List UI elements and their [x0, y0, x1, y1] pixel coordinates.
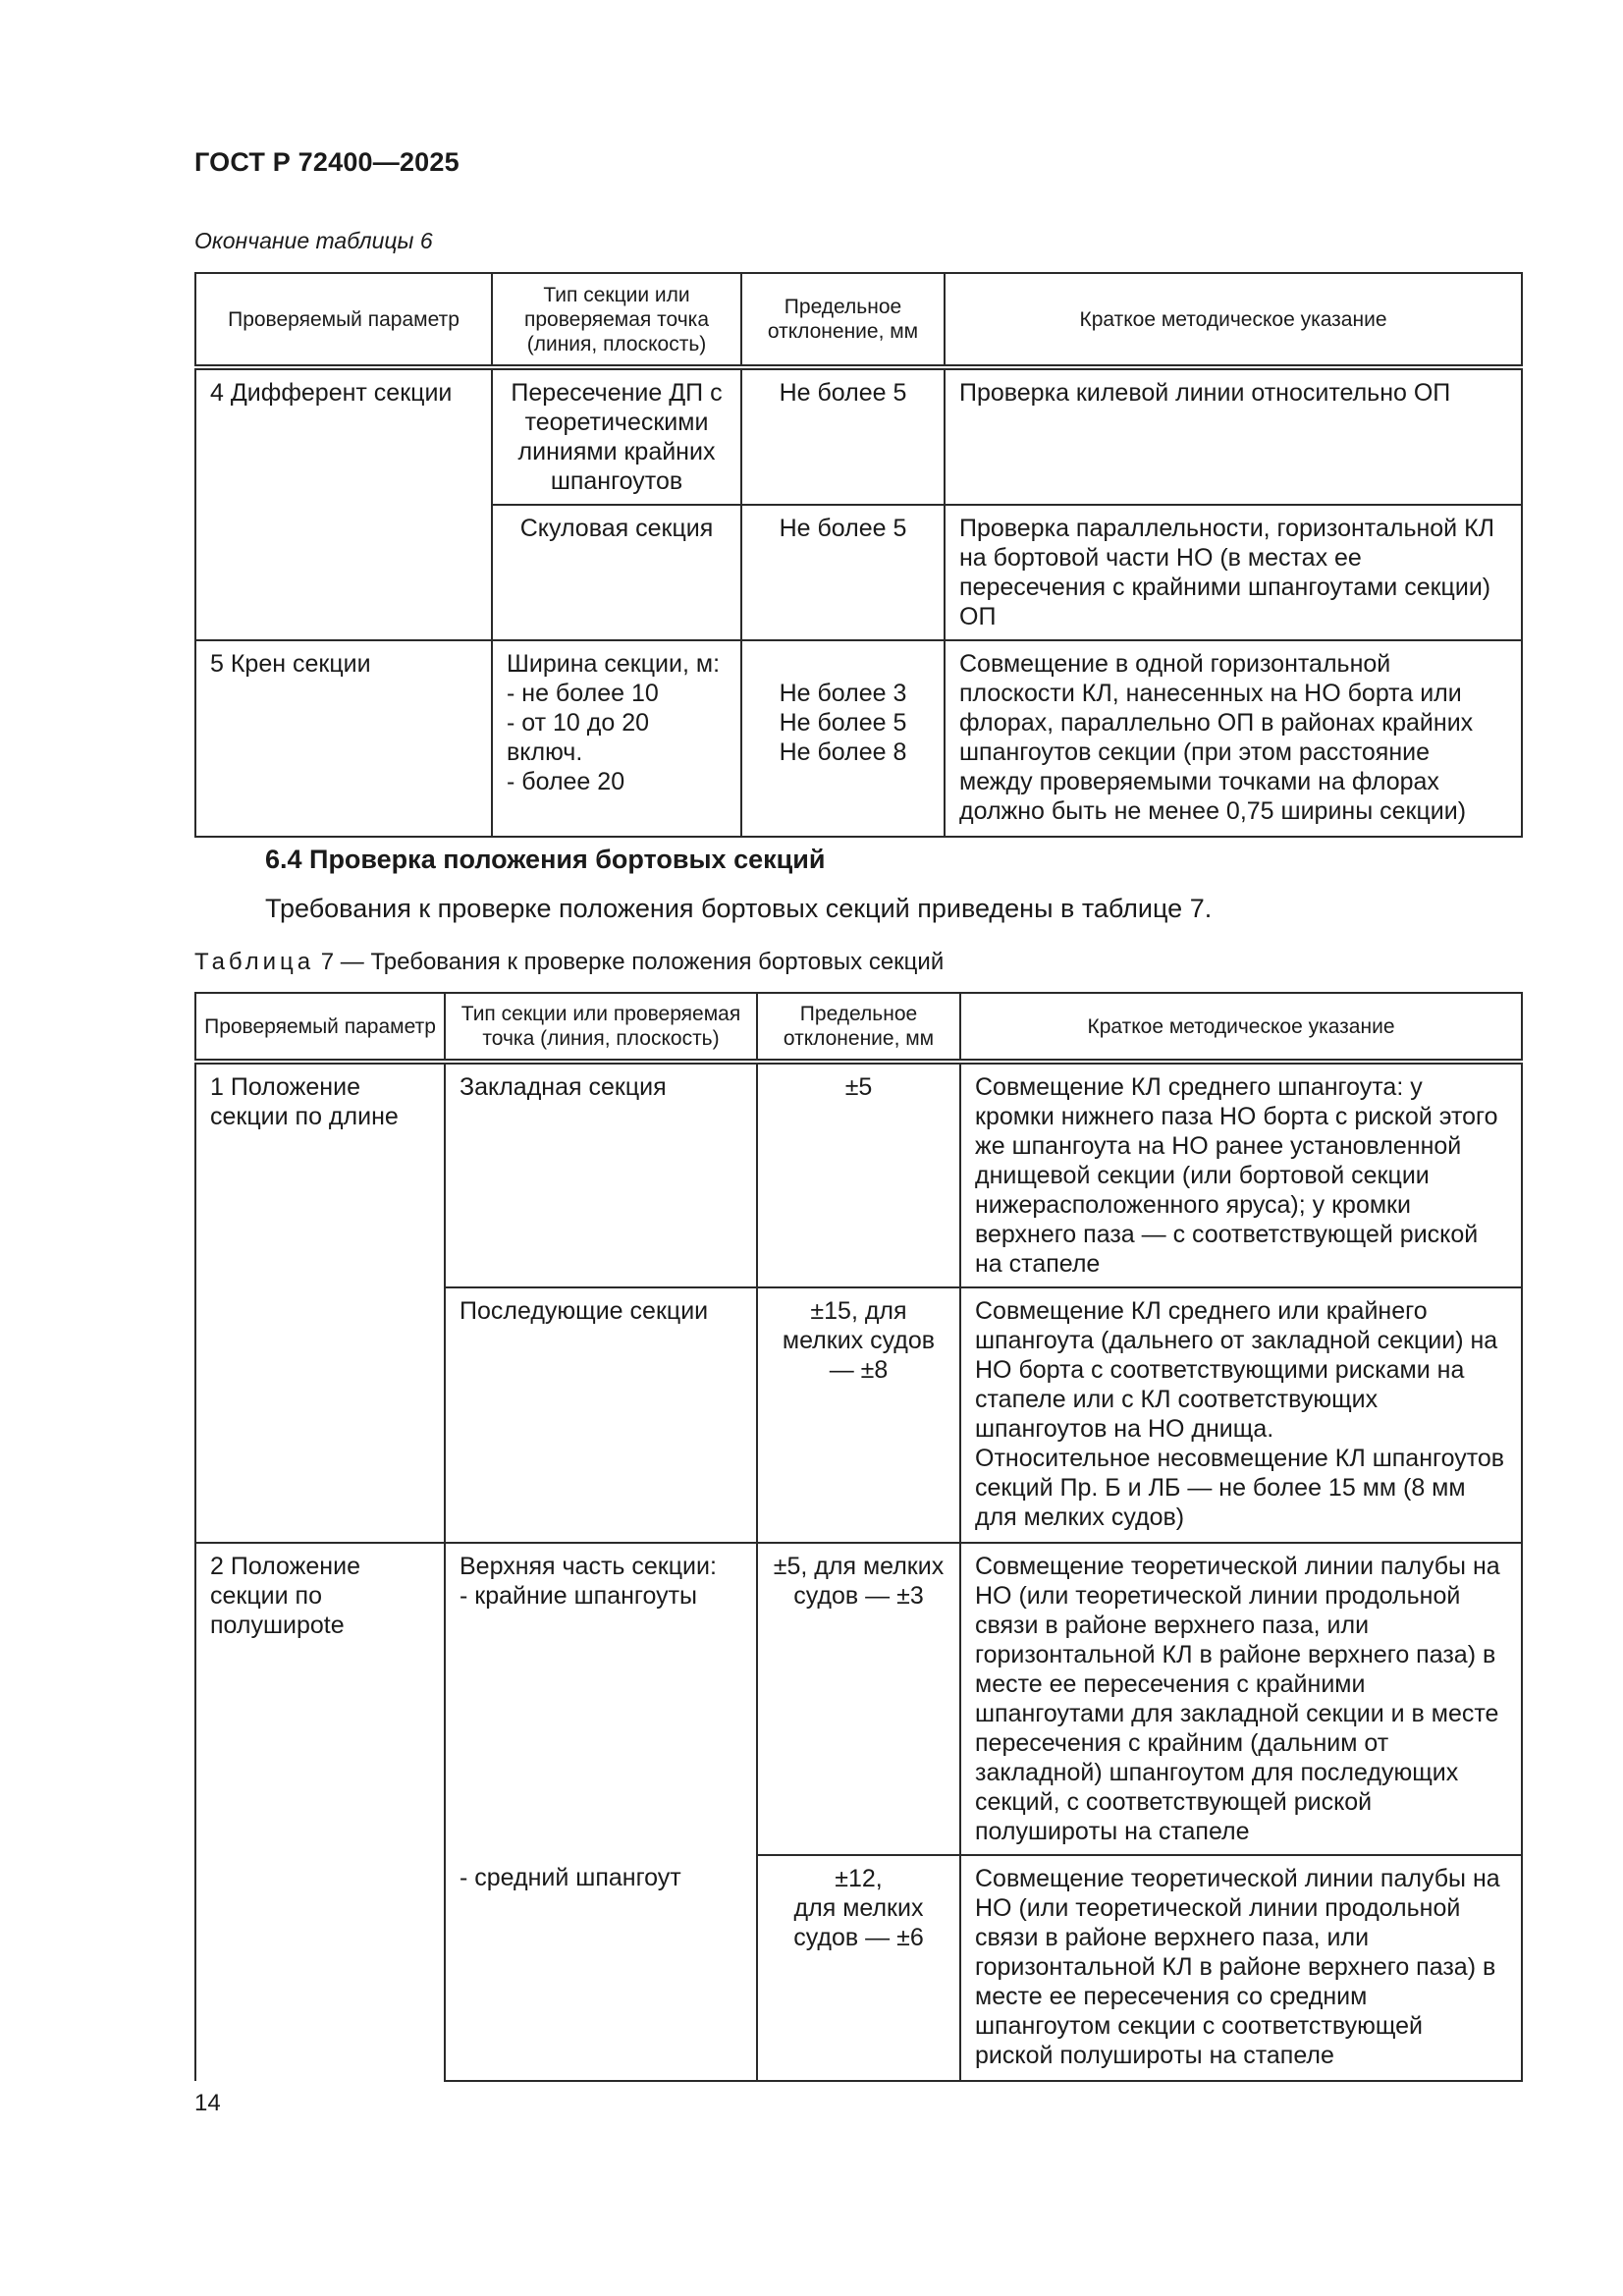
section-paragraph: Требования к проверке положения бортовых секций приведены в таблице 7.	[265, 894, 1213, 923]
cell-param: 1 Положение секции по длине	[195, 1062, 445, 1543]
table-row	[195, 1543, 1522, 1855]
cell-method: Проверка килевой линии относительно ОП	[945, 367, 1522, 505]
cell-deviation: Не более 3 Не более 5 Не более 8	[741, 640, 945, 837]
table6-continuation-caption: Окончание таблицы 6	[194, 228, 433, 253]
cell-deviation: ±5, для мелких судов — ±3	[757, 1543, 960, 1855]
table7-caption-word: Таблица	[194, 949, 315, 975]
cell-deviation: ±15, для мелких судов — ±8	[757, 1287, 960, 1543]
column-header-param: Проверяемый параметр	[195, 273, 492, 367]
cell-method: Совмещение теоретической линии палубы на НО (или теоретической линии продольной связи в районе верхнего паза, или горизонтальной КЛ в районе верхнего паза) в месте ее пересечения с крайними шпангоутами для закладной секции и в месте пересечения с крайним (дальним от закладной) шпангоутом для последующих секций, с соответствующей риской полуширoты на стапеле	[960, 1543, 1522, 1855]
cell-param: 5 Крен секции	[195, 640, 492, 837]
table-row	[195, 367, 1522, 505]
table-row	[195, 1062, 1522, 1287]
page-number: 14	[194, 2090, 221, 2116]
column-header-method: Краткое методическое указание	[945, 273, 1522, 367]
table7-caption-text: 7 — Требования к проверке положения бортовых секций	[314, 949, 945, 975]
table7-caption	[194, 949, 944, 976]
cell-deviation: ±12, для мелких судов — ±6	[757, 1855, 960, 2081]
cell-method: Проверка параллельности, горизонтальной КЛ на бортовой части НО (в местах ее пересечения с крайними шпангоутами секции) ОП	[945, 505, 1522, 640]
cell-param: 4 Дифферент секции	[195, 367, 492, 640]
column-header-type: Тип секции или проверяемая точка (линия, плоскость)	[445, 993, 757, 1062]
table-6	[194, 272, 1523, 838]
column-header-type: Тип секции или проверяемая точка (линия, плоскость)	[492, 273, 741, 367]
column-header-deviation: Предельное отклонение, мм	[741, 273, 945, 367]
cell-type: Ширина секции, м: - не более 10 - от 10 до 20 включ. - более 20	[492, 640, 741, 837]
cell-type: Верхняя часть секции: - крайние шпангоуты	[445, 1543, 757, 1855]
cell-type: - средний шпангоут	[445, 1855, 757, 2081]
cell-type: Закладная секция	[445, 1062, 757, 1287]
cell-param: 2 Положение секции по полуширote	[195, 1543, 445, 2081]
column-header-deviation: Предельное отклонение, мм	[757, 993, 960, 1062]
cell-deviation: ±5	[757, 1062, 960, 1287]
column-header-method: Краткое методическое указание	[960, 993, 1522, 1062]
section-heading: 6.4 Проверка положения бортовых секций	[265, 845, 826, 874]
document-code: ГОСТ Р 72400—2025	[194, 147, 460, 177]
cell-type: Последующие секции	[445, 1287, 757, 1543]
cell-type: Пересечение ДП с теоретическими линиями крайних шпангоутов	[492, 367, 741, 505]
cell-method: Совмещение теоретической линии палубы на НО (или теоретической линии продольной связи в районе верхнего паза, или горизонтальной КЛ в районе верхнего паза) в месте ее пересечения со средним шпангоутом секции с соответствующей риской полуширoты на стапеле	[960, 1855, 1522, 2081]
cell-method: Совмещение в одной горизонтальной плоскости КЛ, нанесенных на НО борта или флорах, параллельно ОП в районах крайних шпангоутов секции (при этом расстояние между проверяемыми точками на флорах должно быть не менее 0,75 ширины секции)	[945, 640, 1522, 837]
cell-deviation: Не более 5	[741, 505, 945, 640]
table-row	[195, 640, 1522, 837]
cell-deviation: Не более 5	[741, 367, 945, 505]
column-header-param: Проверяемый параметр	[195, 993, 445, 1062]
table-7	[194, 992, 1523, 2082]
cell-type: Скуловая секция	[492, 505, 741, 640]
cell-method: Совмещение КЛ среднего или крайнего шпангоута (дальнего от закладной секции) на НО борта с соответствующими рисками на стапеле или с КЛ соответствующих шпангоутов на НО днища. Относительное несовмещение КЛ шпангоутов секций Пр. Б и ЛБ — не более 15 мм (8 мм для мелких судов)	[960, 1287, 1522, 1543]
cell-method: Совмещение КЛ среднего шпангоута: у кромки нижнего паза НО борта с риской этого же шпангоута на НО ранее установленной днищевой секции (или бортовой секции нижерасположенного яруса); у кромки верхнего паза — с соответствующей риской на стапеле	[960, 1062, 1522, 1287]
